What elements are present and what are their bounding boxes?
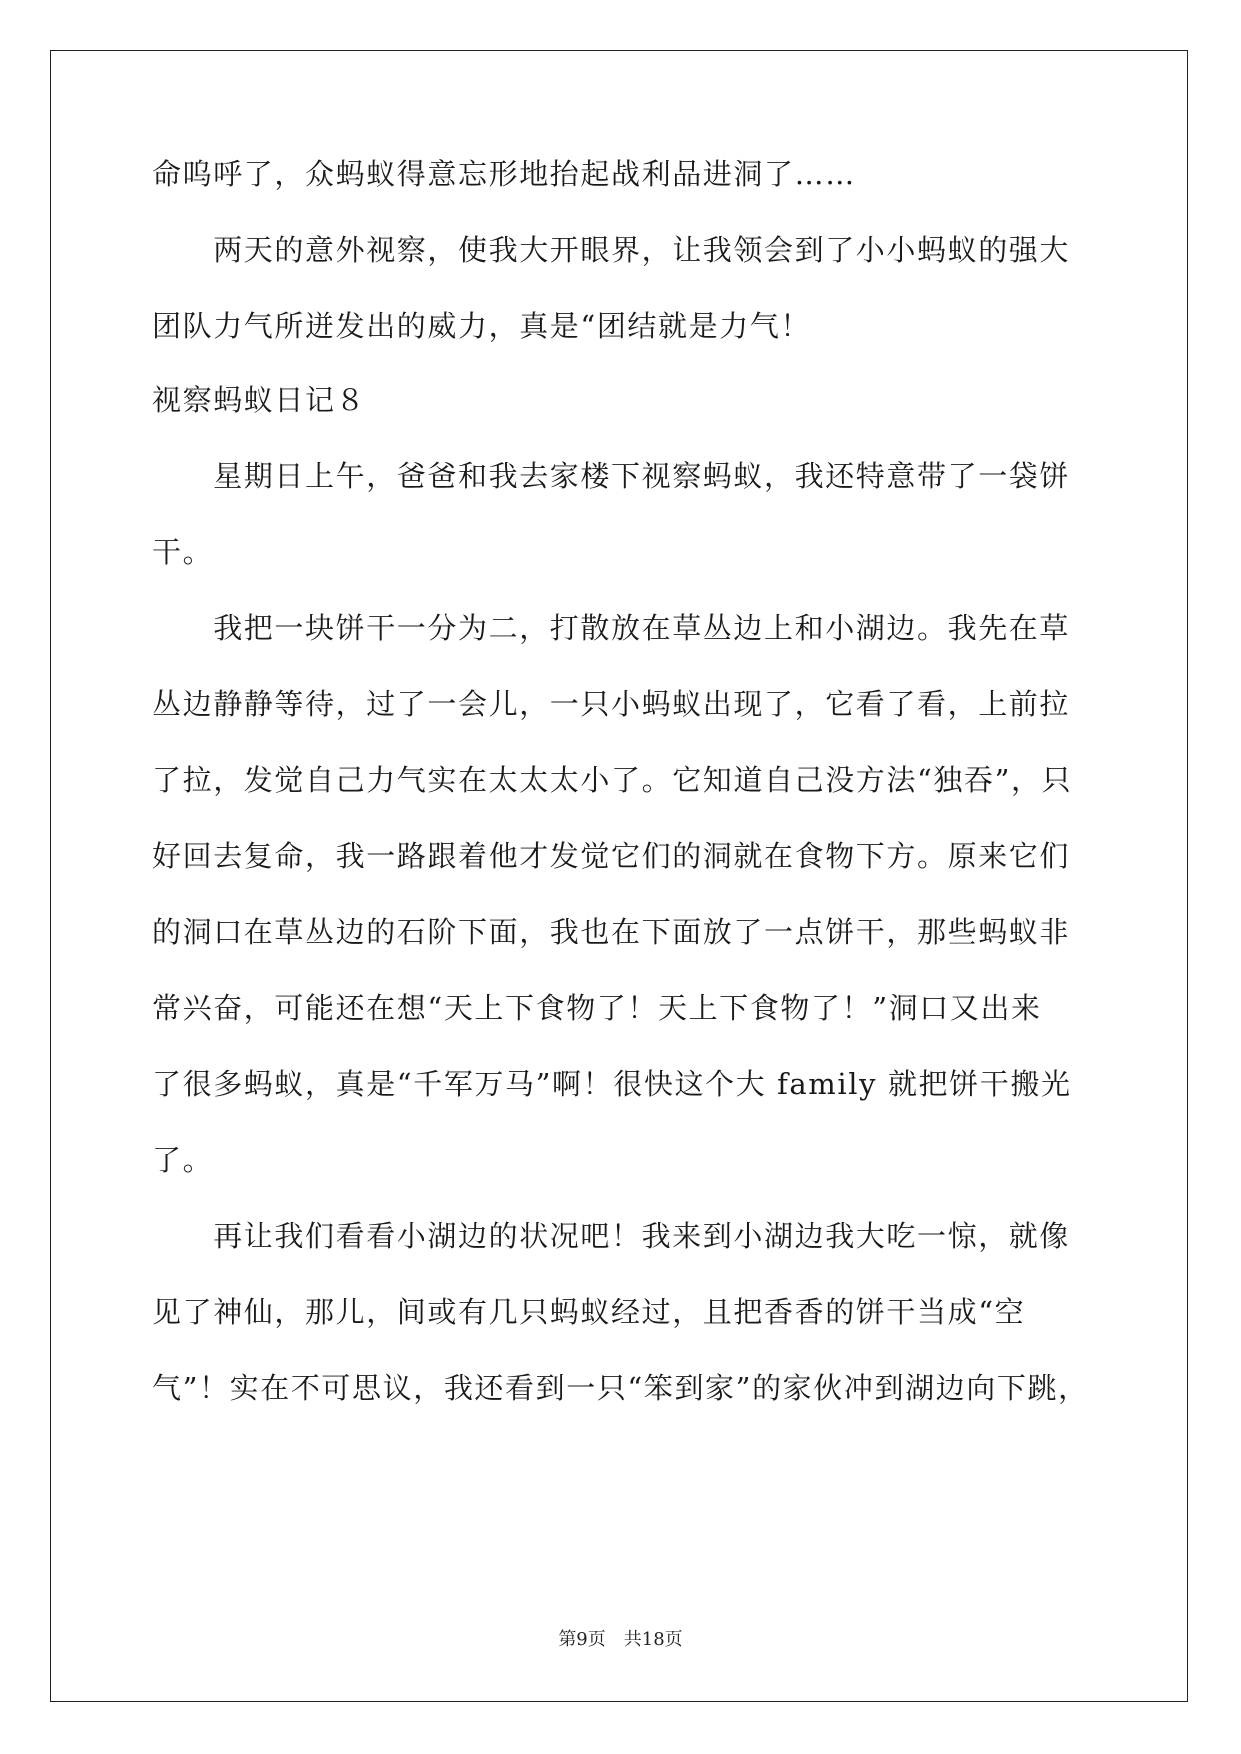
text-line: 气”！实在不可思议，我还看到一只“笨到家”的家伙冲到湖边向下跳，: [152, 1371, 1089, 1405]
text-line: 干。: [152, 535, 214, 569]
text-line: 团队力气所迸发出的威力，真是“团结就是力气！: [152, 309, 812, 343]
text-line: 了很多蚂蚁，真是“千军万马”啊！很快这个大 family 就把饼干搬光: [152, 1067, 1072, 1101]
text-line: 命呜呼了，众蚂蚁得意忘形地抬起战利品进洞了……: [152, 157, 856, 191]
text-line: 两天的意外视察，使我大开眼界，让我领会到了小小蚂蚁的强大: [152, 233, 1071, 267]
text-line: 我把一块饼干一分为二，打散放在草丛边上和小湖边。我先在草: [152, 611, 1071, 645]
text-line: 再让我们看看小湖边的状况吧！我来到小湖边我大吃一惊，就像: [152, 1219, 1071, 1253]
text-line: 常兴奋，可能还在想“天上下食物了！天上下食物了！”洞口又出来: [152, 991, 1042, 1025]
page-footer: 第9页 共18页: [558, 1629, 683, 1650]
text-line: 见了神仙，那儿，间或有几只蚂蚁经过，且把香香的饼干当成“空: [152, 1295, 1026, 1329]
text-line: 了拉，发觉自己力气实在太太太小了。它知道自己没方法“独吞”，只: [152, 763, 1073, 797]
page-border: [50, 50, 1188, 1702]
text-line: 好回去复命，我一路跟着他才发觉它们的洞就在食物下方。原来它们: [152, 839, 1071, 873]
section-heading: 视察蚂蚁日记８: [152, 383, 367, 417]
text-line: 的洞口在草丛边的石阶下面，我也在下面放了一点饼干，那些蚂蚁非: [152, 915, 1071, 949]
text-line: 丛边静静等待，过了一会儿，一只小蚂蚁出现了，它看了看，上前拉: [152, 687, 1071, 721]
text-line: 星期日上午，爸爸和我去家楼下视察蚂蚁，我还特意带了一袋饼: [152, 459, 1071, 493]
text-line: 了。: [152, 1143, 214, 1177]
